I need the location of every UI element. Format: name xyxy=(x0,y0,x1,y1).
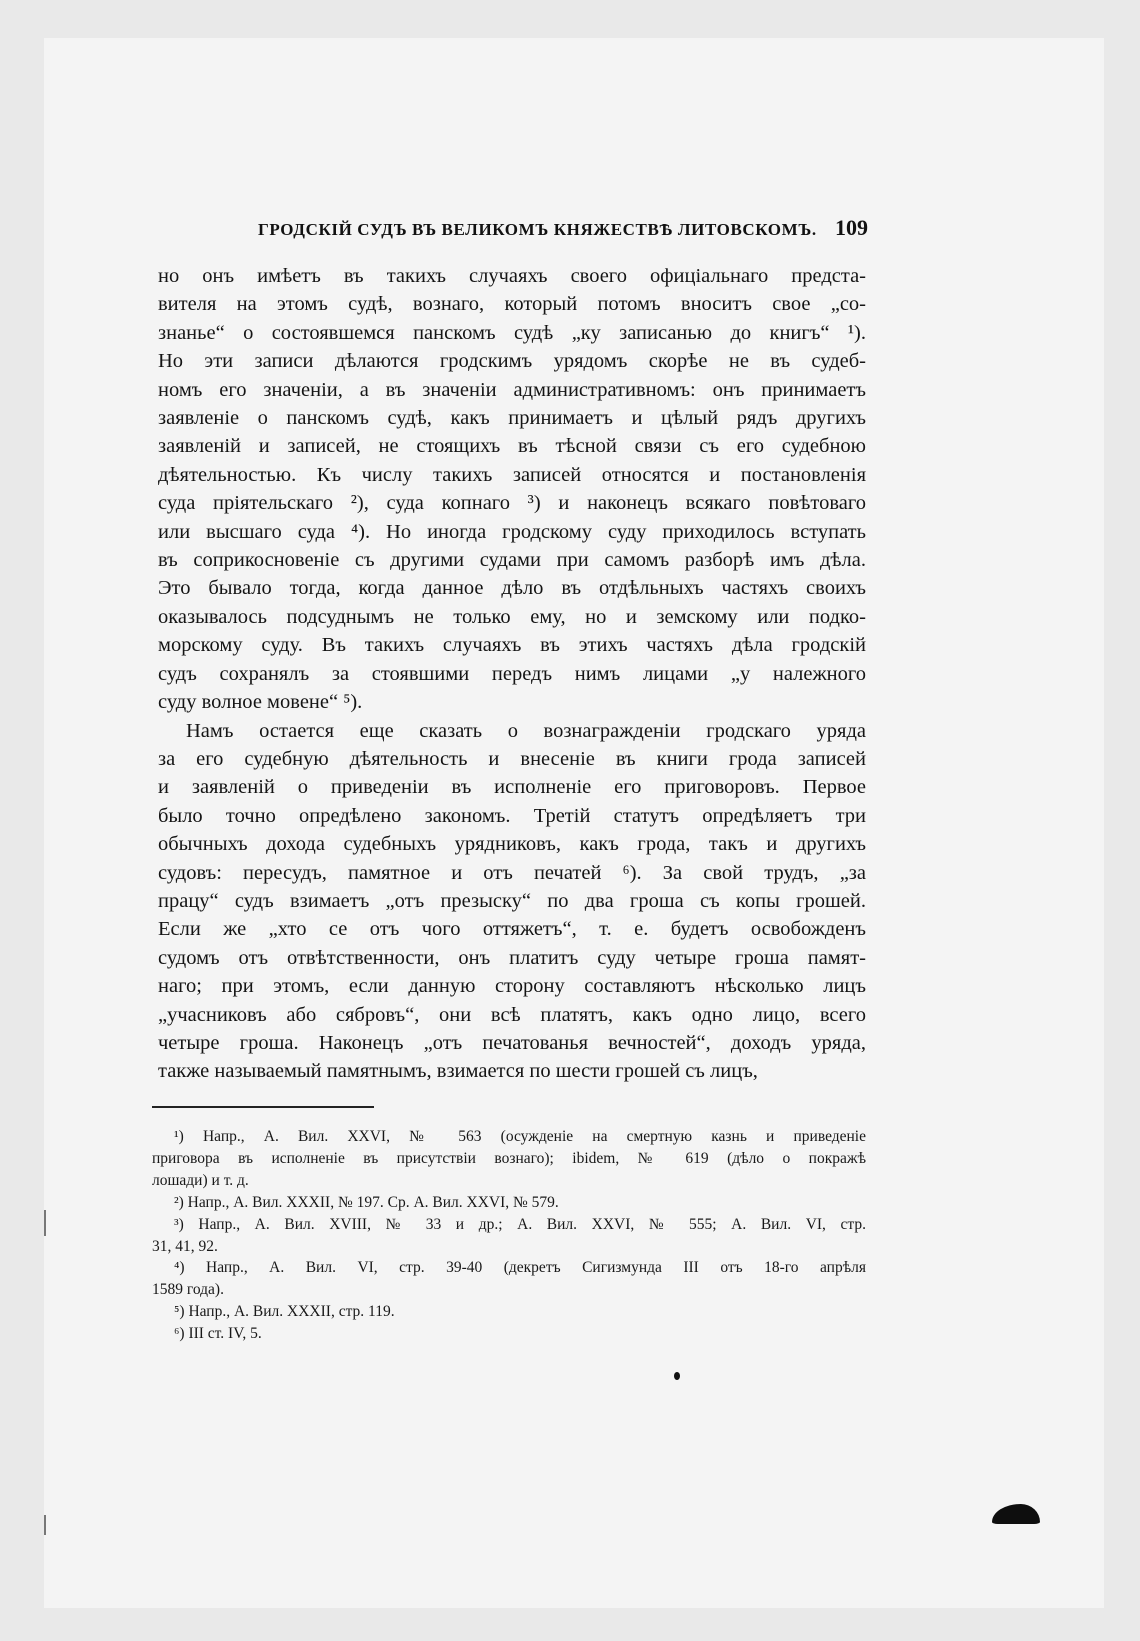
text-line: дѣятельностью. Къ числу такихъ записей относятся и постановленія xyxy=(158,463,866,486)
text-line: также называемый памятнымъ, взимается по шести грошей съ лицъ, xyxy=(158,1060,758,1083)
text-line: „учасниковъ або сябровъ“, они всѣ платятъ, какъ одно лицо, всего xyxy=(158,1003,866,1026)
footnote-6 xyxy=(152,1323,866,1345)
footnote-5 xyxy=(152,1301,866,1323)
footnote-rule xyxy=(152,1106,374,1108)
ink-speck xyxy=(674,1372,680,1380)
footnote-line: лошади) и т. д. xyxy=(152,1171,249,1189)
text-line: вителя на этомъ судѣ, вознаго, который потомъ вноситъ свое „со- xyxy=(158,293,866,316)
text-line: судъ сохранялъ за стоявшими передъ нимъ лицами „у належного xyxy=(158,662,866,685)
text-line: суду волное мовене“ ⁵). xyxy=(158,691,363,714)
text-line: наго; при этомъ, если данную сторону составляютъ нѣсколько лицъ xyxy=(158,975,866,998)
footnote-3 xyxy=(152,1214,866,1258)
body-text xyxy=(158,262,866,1086)
text-line: Намъ остается еще сказать о вознагражденіи гродскаго уряда xyxy=(186,719,866,742)
footnote-line: ⁵) Напр., А. Вил. XXXII, стр. 119. xyxy=(174,1303,395,1321)
text-line: судовъ: пересудъ, памятное и отъ печатей ⁶). За свой трудъ, „за xyxy=(158,861,866,884)
text-line: въ соприкосновеніе съ другими судами при самомъ разборѣ имъ дѣла. xyxy=(158,549,866,572)
footnote-line: ¹) Напр., А. Вил. XXVI, № 563 (осужденіе на смертную казнь и приведеніе xyxy=(174,1128,866,1145)
footnote-line: 31, 41, 92. xyxy=(152,1237,218,1255)
text-line: заявленій и записей, не стоящихъ въ тѣсной связи съ его судебною xyxy=(158,435,866,458)
text-line: оказывалось подсуднымъ не только ему, но и земскому или подко- xyxy=(158,605,866,628)
footnotes xyxy=(152,1126,866,1345)
paragraph-2 xyxy=(158,717,866,1086)
text-line: знанье“ о состоявшемся панскомъ судѣ „ку записанью до книгъ“ ¹). xyxy=(158,321,866,344)
footnote-line: ³) Напр., А. Вил. XVIII, № 33 и др.; А. Вил. XXVI, № 555; А. Вил. VI, стр. xyxy=(174,1215,866,1233)
text-line: Это бывало тогда, когда данное дѣло въ отдѣльныхъ частяхъ своихъ xyxy=(158,577,866,600)
running-header xyxy=(258,215,868,241)
footnote-4 xyxy=(152,1257,866,1301)
text-line: працу“ судъ взимаетъ „отъ презыску“ по два гроша съ копы грошей. xyxy=(158,889,866,912)
text-line: но онъ имѣетъ въ такихъ случаяхъ своего офиціальнаго предста- xyxy=(158,265,866,287)
scan-edge-mark xyxy=(44,1515,46,1535)
footnote-2 xyxy=(152,1192,866,1214)
text-line: заявленіе о панскомъ судѣ, какъ принимаетъ и цѣлый рядъ другихъ xyxy=(158,407,866,430)
text-line: и заявленій о приведеніи въ исполненіе его приговоровъ. Первое xyxy=(158,776,866,799)
paragraph-1 xyxy=(158,262,866,717)
text-line: морскому суду. Въ такихъ случаяхъ въ этихъ частяхъ дѣла гродскій xyxy=(158,634,866,657)
footnote-line: ⁴) Напр., А. Вил. VI, стр. 39-40 (декретъ Сигизмунда III отъ 18-го апрѣля xyxy=(174,1259,866,1277)
text-line: или высшаго суда ⁴). Но иногда гродскому суду приходилось вступать xyxy=(158,520,866,543)
text-line: суда пріятельскаго ²), суда копнаго ³) и наконецъ всякаго повѣтоваго xyxy=(158,492,866,515)
text-line: Но эти записи дѣлаются гродскимъ урядомъ скорѣе не въ судеб- xyxy=(158,350,866,373)
text-line: четыре гроша. Наконецъ „отъ печатованья вечностей“, доходъ уряда, xyxy=(158,1031,866,1054)
scan-edge-mark xyxy=(44,1210,46,1236)
running-title: ГРОДСКІЙ СУДЪ ВЪ ВЕЛИКОМЪ КНЯЖЕСТВѢ ЛИТОВСКОМЪ. xyxy=(258,220,817,239)
footnote-line: приговора въ исполненіе въ присутствіи вознаго); ibidem, № 619 (дѣло о покражѣ xyxy=(152,1149,866,1167)
text-line: номъ его значеніи, а въ значеніи административномъ: онъ принимаетъ xyxy=(158,378,866,401)
text-line: было точно опредѣлено закономъ. Третій статутъ опредѣляетъ три xyxy=(158,804,866,827)
text-line: Если же „хто се отъ чого оттяжетъ“, т. е. будетъ освобожденъ xyxy=(158,918,866,941)
footnote-line: 1589 года). xyxy=(152,1281,224,1299)
footnote-1 xyxy=(152,1126,866,1192)
ink-blot xyxy=(992,1504,1040,1524)
footnote-line: ⁶) III ст. IV, 5. xyxy=(174,1325,262,1343)
text-line: обычныхъ дохода судебныхъ урядниковъ, какъ грода, такъ и другихъ xyxy=(158,833,866,856)
text-line: за его судебную дѣятельность и внесеніе въ книги грода записей xyxy=(158,747,866,770)
text-line: судомъ отъ отвѣтственности, онъ платитъ суду четыре гроша памят- xyxy=(158,946,866,969)
page-number: 109 xyxy=(835,215,868,240)
footnote-line: ²) Напр., А. Вил. XXXII, № 197. Ср. А. Вил. XXVI, № 579. xyxy=(174,1193,559,1211)
